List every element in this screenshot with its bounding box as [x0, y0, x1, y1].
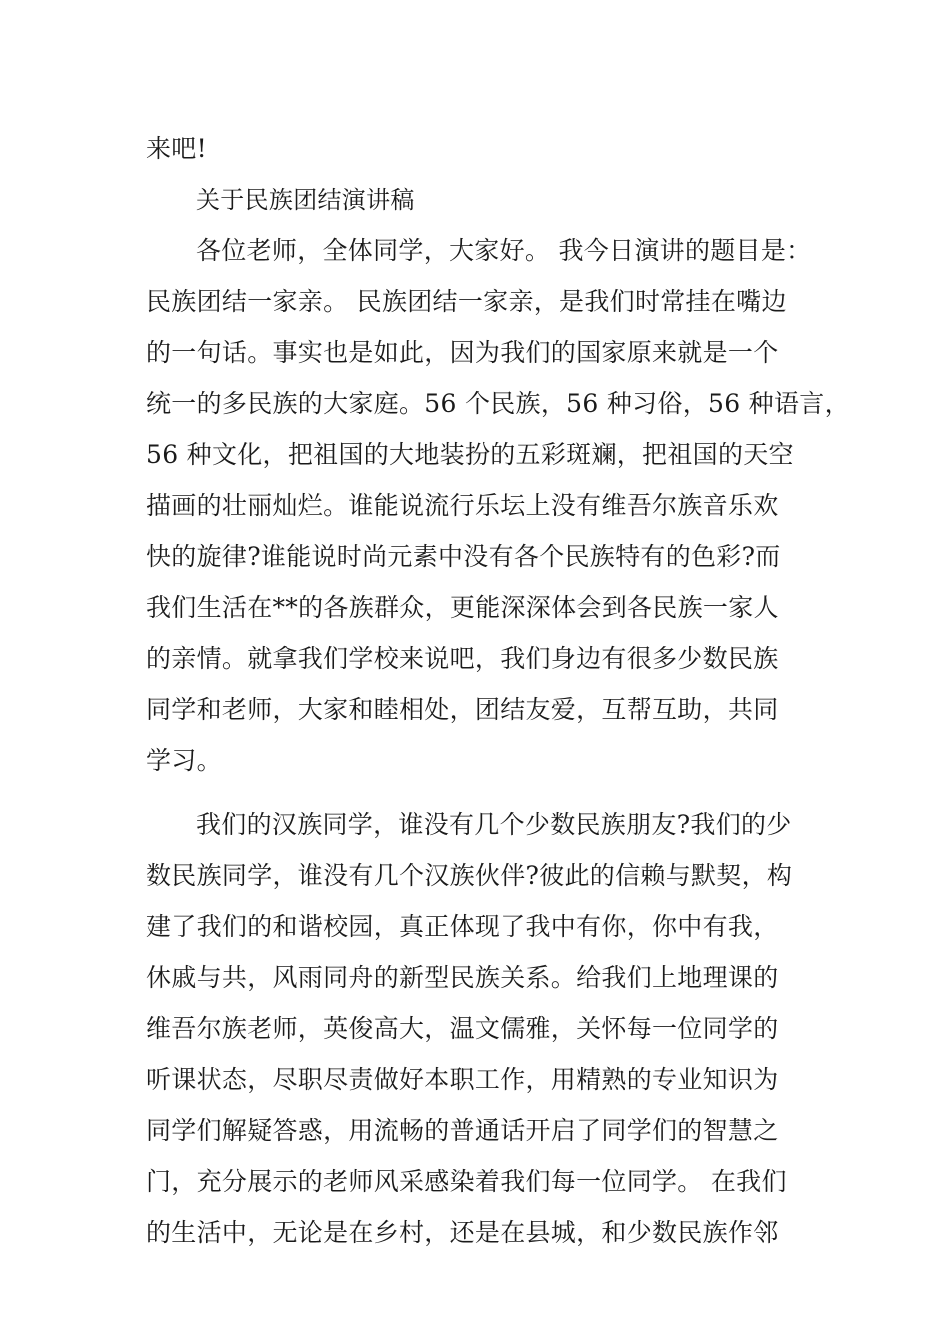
- text-line: 学习。: [146, 746, 222, 775]
- text-line: 数民族同学，谁没有几个汉族伙伴?彼此的信赖与默契，构: [146, 861, 793, 890]
- text-line: 来吧!: [146, 134, 207, 163]
- text-line: 维吾尔族老师，英俊高大，温文儒雅，关怀每一位同学的: [146, 1014, 779, 1043]
- text-line: 的亲情。就拿我们学校来说吧，我们身边有很多少数民族: [146, 644, 779, 673]
- text-line: 同学和老师，大家和睦相处，团结友爱，互帮互助，共同: [146, 695, 779, 724]
- text-line: 的生活中，无论是在乡村，还是在县城，和少数民族作邻: [146, 1218, 779, 1247]
- text-line: 休戚与共，风雨同舟的新型民族关系。给我们上地理课的: [146, 963, 779, 992]
- text-line: 我们的汉族同学，谁没有几个少数民族朋友?我们的少: [196, 810, 792, 839]
- text-line: 建了我们的和谐校园，真正体现了我中有你，你中有我，: [146, 912, 779, 941]
- text-line: 的一句话。事实也是如此，因为我们的国家原来就是一个: [146, 338, 779, 367]
- text-line: 民族团结一家亲。 民族团结一家亲，是我们时常挂在嘴边: [146, 287, 787, 316]
- text-line: 听课状态，尽职尽责做好本职工作，用精熟的专业知识为: [146, 1065, 779, 1094]
- text-line: 各位老师，全体同学，大家好。 我今日演讲的题目是：: [196, 236, 812, 265]
- text-line: 门，充分展示的老师风采感染着我们每一位同学。 在我们: [146, 1167, 787, 1196]
- text-line: 快的旋律?谁能说时尚元素中没有各个民族特有的色彩?而: [146, 542, 781, 571]
- text-line: 同学们解疑答惑，用流畅的普通话开启了同学们的智慧之: [146, 1116, 779, 1145]
- text-line: 统一的多民族的大家庭。56 个民族，56 种习俗，56 种语言，: [146, 389, 850, 418]
- text-line: 56 种文化，把祖国的大地装扮的五彩斑斓，把祖国的天空: [146, 440, 794, 469]
- text-line: 描画的壮丽灿烂。谁能说流行乐坛上没有维吾尔族音乐欢: [146, 491, 779, 520]
- section-heading: 关于民族团结演讲稿: [196, 186, 415, 214]
- text-line: 我们生活在**的各族群众，更能深深体会到各民族一家人: [146, 593, 779, 622]
